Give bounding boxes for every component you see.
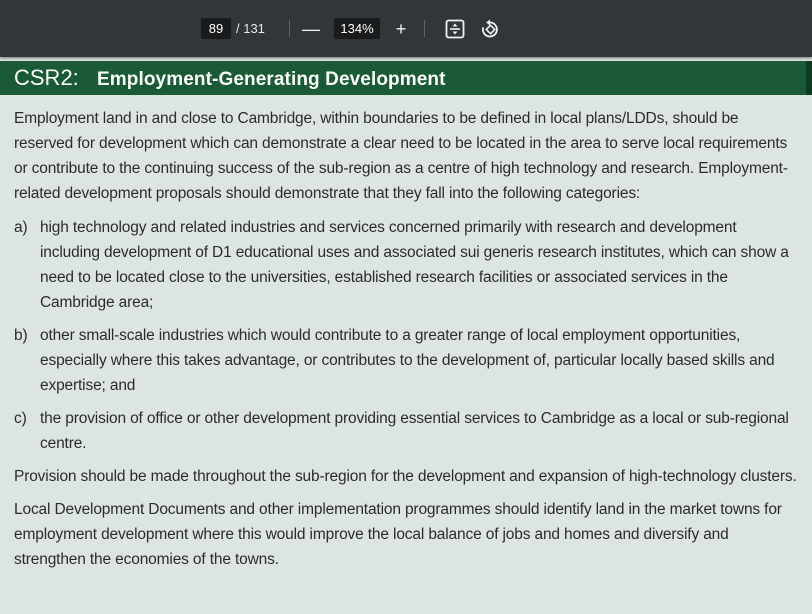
zoom-in-button[interactable]: + [395,19,407,39]
list-item [14,323,799,398]
list-marker: b) [14,327,28,344]
toolbar-divider [289,20,290,37]
page-total-label: / 131 [236,21,265,36]
ldd-paragraph: Local Development Documents and other implementation programmes should identify land in the market towns for employment development where this would improve the local balance of jobs and homes and diversify and strengthen the economies of the towns. [14,501,782,568]
list-item [14,215,799,315]
policy-title: Employment-Generating Development [97,69,446,90]
fit-to-page-button[interactable] [443,17,467,41]
toolbar-divider [424,20,425,37]
policy-body [14,106,799,572]
rotate-button[interactable] [478,17,502,41]
category-list [14,215,799,456]
zoom-out-button[interactable]: — [302,19,320,39]
section-heading-banner [0,61,812,95]
intro-paragraph: Employment land in and close to Cambridge, within boundaries to be defined in local plans/LDDs, should be reserved for development which can demonstrate a clear need to be located in the area to serve local requirements or contribute to the continuing success of the sub-region as a centre of high technology and research. Employment-related development proposals should demonstrate that they fall into the following categories: [14,110,788,202]
rotate-icon [478,17,502,41]
clusters-paragraph: Provision should be made throughout the sub-region for the development and expansion of high-technology clusters. [14,468,797,485]
pdf-page [0,57,812,614]
list-item-text: the provision of office or other development providing essential services to Cambridge as a local or sub-regional centre. [40,410,789,452]
list-item-text: high technology and related industries and services concerned primarily with research and development including development of D1 educational uses and associated sui generis research institutes, which can show a need to be located close to the universities, established research facilities or associated services in the Cambridge area; [40,219,789,311]
policy-code: CSR2: [14,65,79,90]
list-marker: c) [14,410,27,427]
list-marker: a) [14,219,28,236]
list-item [14,406,799,456]
fit-to-page-icon [443,17,467,41]
pdf-toolbar [0,0,812,57]
list-item-text: other small-scale industries which would contribute to a greater range of local employment opportunities, especially where this takes advantage, or contributes to the development of, particular locally based skills and expertise; and [40,327,775,394]
page-number-input[interactable]: 89 [201,18,231,39]
zoom-level-input[interactable]: 134% [334,18,380,39]
